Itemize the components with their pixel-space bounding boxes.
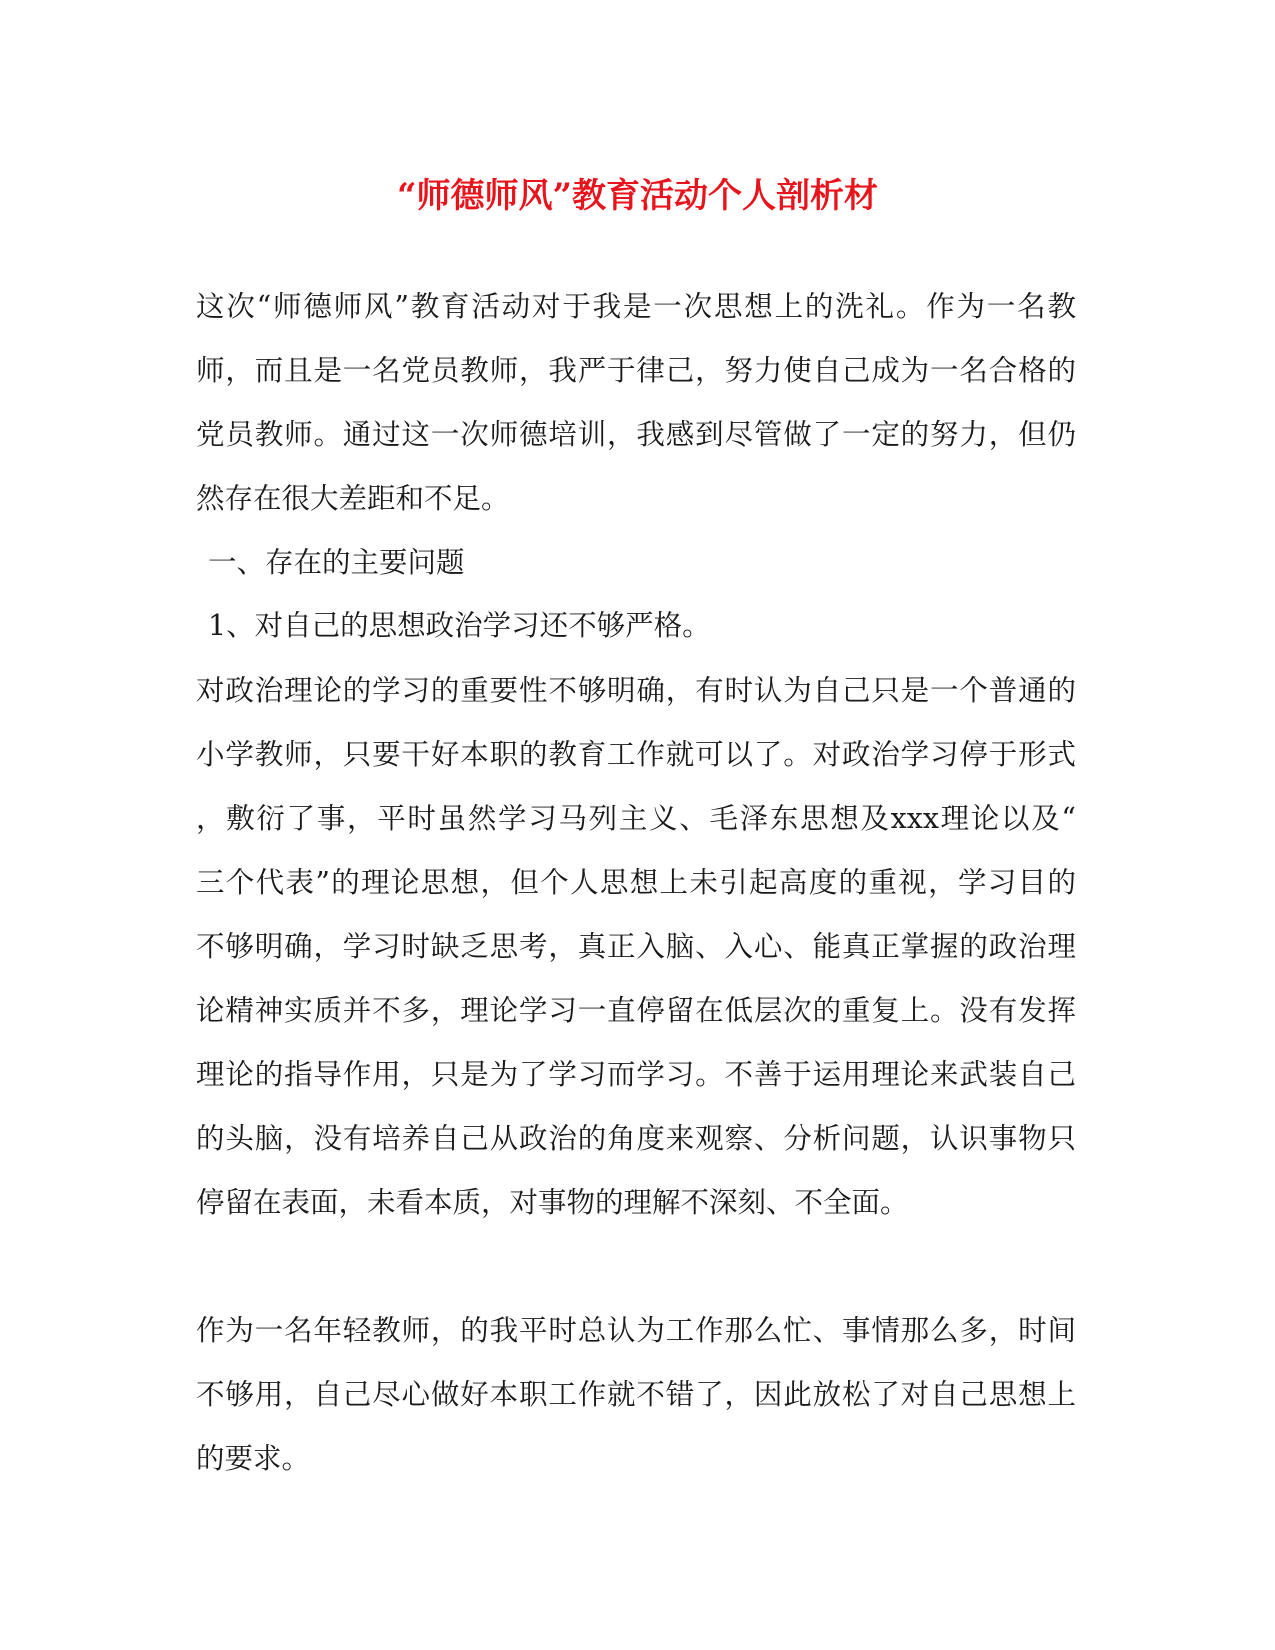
subsection-heading: 1、对自己的思想政治学习还不够严格。: [208, 609, 711, 642]
body-line-15: 停留在表面，未看本质，对事物的理解不深刻、不全面。: [196, 1186, 909, 1219]
body-line-17: 不够用，自己尽心做好本职工作就不错了，因此放松了对自己思想上: [196, 1378, 1076, 1411]
document-title: “师德师风”教育活动个人剖析材: [396, 176, 879, 216]
body-line-2: 师，而且是一名党员教师，我严于律己，努力使自己成为一名合格的: [196, 354, 1076, 387]
body-line-14: 的头脑，没有培养自己从政治的角度来观察、分析问题，认识事物只: [196, 1122, 1076, 1155]
body-line-3: 党员教师。通过这一次师德培训，我感到尽管做了一定的努力，但仍: [196, 418, 1076, 451]
body-line-8: 小学教师，只要干好本职的教育工作就可以了。对政治学习停于形式: [196, 738, 1076, 771]
section-heading: 一、存在的主要问题: [208, 546, 465, 579]
body-line-10: 三个代表”的理论思想，但个人思想上未引起高度的重视，学习目的: [196, 866, 1076, 899]
body-line-11: 不够明确，学习时缺乏思考，真正入脑、入心、能真正掌握的政治理: [196, 930, 1076, 963]
body-line-4: 然存在很大差距和不足。: [196, 482, 510, 515]
body-line-1: 这次“师德师风”教育活动对于我是一次思想上的洗礼。作为一名教: [196, 290, 1076, 323]
body-line-7: 对政治理论的学习的重要性不够明确，有时认为自己只是一个普通的: [196, 674, 1076, 707]
body-line-16: 作为一名年轻教师，的我平时总认为工作那么忙、事情那么多，时间: [196, 1314, 1076, 1347]
body-line-18: 的要求。: [196, 1442, 311, 1475]
body-line-13: 理论的指导作用，只是为了学习而学习。不善于运用理论来武装自己: [196, 1058, 1076, 1091]
body-line-9: ，敷衍了事，平时虽然学习马列主义、毛泽东思想及xxx理论以及“: [196, 802, 1076, 835]
body-line-12: 论精神实质并不多，理论学习一直停留在低层次的重复上。没有发挥: [196, 994, 1076, 1027]
